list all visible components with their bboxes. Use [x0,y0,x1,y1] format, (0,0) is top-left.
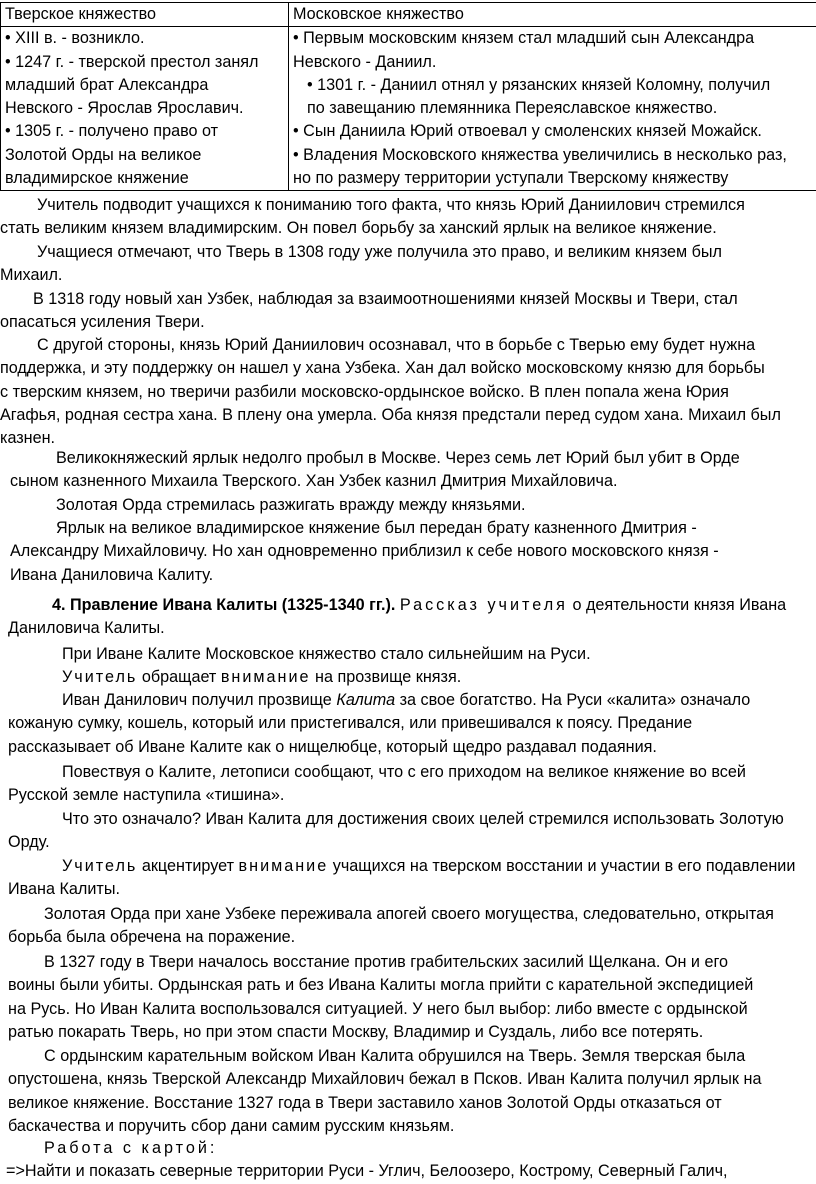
paragraph-moscow-strongest [62,643,816,666]
text-fragment: о деятельности князя Ивана [572,596,786,614]
paragraph-yarlyk-moscow [10,447,816,494]
text-line: воины были убиты. Ордынская рать и без Ивана Калиты могла прийти с карательной экспедицией [0,974,812,997]
text-line: на Русь. Но Иван Калита воспользовался ситуацией. У него был выбор: либо вместе с ордынской [0,998,812,1021]
tver-line: младший брат Александра [5,74,284,97]
text-line: Михаил. [0,264,812,287]
text-line: Повествуя о Калите, летописи сообщают, что с его приходом на великое княжение во всей [0,761,812,784]
paragraph-question [0,808,812,855]
tver-line: • XIII в. - возникло. [5,27,284,50]
moscow-line: Невского - Даниил. [293,51,812,74]
text-line: ратью покарать Тверь, но при этом спасти Москву, Владимир и Суздаль, либо все потерять. [0,1021,812,1044]
paragraph-uzbek [0,288,812,335]
paragraph-students-tver [0,241,812,288]
text-line: Учащиеся отмечают, что Тверь в 1308 году уже получила это право, и великим князем был [0,241,812,264]
paragraph-1327-uprising [0,951,812,1044]
spaced-emphasis: Рассказ учителя [400,596,568,614]
text-line: опустошена, князь Тверской Александр Михайлович бежал в Псков. Иван Калита получил ярлык на [0,1068,812,1091]
moscow-line: • 1301 г. - Даниил отнял у рязанских князей Коломну, получил [293,74,812,97]
text-line: В 1327 году в Твери началось восстание против грабительских засилий Щелкана. Он и его [0,951,812,974]
tver-line: • 1305 г. - получено право от [5,120,284,143]
table-header-row [1,3,816,27]
tver-line: Золотой Орды на великое [5,144,284,167]
moscow-line: • Сын Даниила Юрий отвоевал у смоленских князей Можайск. [293,120,812,143]
moscow-line: • Первым московским князем стал младший сын Александра [293,27,812,50]
text-line: сыном казненного Михаила Тверского. Хан Узбек казнил Дмитрия Михайловича. [10,470,816,493]
text-line: Орду. [0,831,812,854]
map-work-title: Работа с картой: [0,1137,812,1160]
paragraph-kalita-meaning [0,689,812,759]
text-line: Агафья, родная сестра хана. В плену она умерла. Оба князя предстали перед судом хана. Михаил был [0,404,812,427]
text-line: Ярлык на великое владимирское княжение был передан брату казненного Дмитрия - [10,517,816,540]
text-fragment: акцентирует [142,857,234,875]
section-heading: 4. Правление Ивана Калиты (1325-1340 гг.). [52,596,395,614]
header-tver: Тверское княжество [1,3,289,27]
text-line: Золотая Орда при хане Узбеке переживала апогей своего могущества, следовательно, открытая [0,903,812,926]
paragraph-accent [0,855,812,902]
text-line: Великокняжеский ярлык недолго пробыл в Москве. Через семь лет Юрий был убит в Орде [10,447,816,470]
text-line [0,855,812,878]
text-line: с тверским князем, но тверичи разбили московско-ордынское войско. В плен попала жена Юрия [0,381,812,404]
text-line: В 1318 году новый хан Узбек, наблюдая за взаимоотношениями князей Москвы и Твери, стал [0,288,812,311]
text-fragment: на прозвище князя. [315,668,461,686]
moscow-line: по завещанию племянника Переяславское княжество. [293,97,812,120]
table-row [1,27,816,191]
tver-line: владимирское княжение [5,167,284,190]
paragraph-yarlyk-alexander [10,517,816,587]
moscow-line: • Владения Московского княжества увеличились в несколько раз, [293,144,812,167]
spaced-emphasis: Учитель [62,668,137,686]
italic-term: Калита [336,691,395,709]
paragraph-nickname [62,666,816,689]
text-line: Ивана Калиты. [0,878,812,901]
comparison-table [0,2,816,191]
text-line: баскачества и поручить сбор дани самим русским князьям. [0,1115,812,1138]
text-line: кожаную сумку, кошель, который или пристегивался, или привешивался к поясу. Предание [0,712,812,735]
text-line: Ивана Даниловича Калиту. [10,564,816,587]
text-line: =>Найти и показать северные территории Руси - Углич, Белоозеро, Кострому, Северный Галич, [0,1160,812,1183]
text-fragment: учащихся на тверском восстании и участии в его подавлении [333,857,796,875]
spaced-emphasis: Учитель [62,857,137,875]
text-line [0,689,812,712]
paragraph-chronicles [0,761,812,808]
text-fragment: за свое богатство. На Руси «калита» означало [400,691,751,709]
text-fragment: Иван Данилович получил прозвище [62,691,332,709]
text-line [62,666,816,689]
text-line: С ордынским карательным войском Иван Калита обрушился на Тверь. Земля тверская была [0,1045,812,1068]
text-fragment: обращает [142,668,216,686]
text-line: С другой стороны, князь Юрий Даниилович осознавал, что в борьбе с Тверью ему будет нужна [0,334,812,357]
moscow-cell [289,27,816,191]
section-heading-line [0,594,812,617]
text-line: Золотая Орда стремилась разжигать вражду между князьями. [10,494,816,517]
text-line: стать великим князем владимирским. Он повел борьбу за ханский ярлык на великое княжение. [0,217,812,240]
text-line: При Иване Калите Московское княжество стало сильнейшим на Руси. [62,643,816,666]
paragraph-horde-enmity [10,494,816,517]
text-line: Что это означало? Иван Калита для достижения своих целей стремился использовать Золотую [0,808,812,831]
text-line: рассказывает об Иване Калите как о нищелюбце, который щедро раздавал подаяния. [0,736,812,759]
text-line: опасаться усиления Твери. [0,311,812,334]
tver-line: Невского - Ярослав Ярославич. [5,97,284,120]
paragraph-horde-apogee [0,903,812,950]
tver-cell [1,27,289,191]
text-line: великое княжение. Восстание 1327 года в Твери заставило ханов Золотой Орды отказаться от [0,1092,812,1115]
text-line: поддержка, и эту поддержку он нашел у хана Узбека. Хан дал войско московскому князю для борьбы [0,357,812,380]
text-line: Русской земле наступила «тишина». [0,784,812,807]
moscow-line: но по размеру территории уступали Тверскому княжеству [293,167,812,190]
text-line: казнен. [0,427,812,450]
spaced-emphasis: внимание [221,668,311,686]
text-line: Учитель подводит учащихся к пониманию того факта, что князь Юрий Даниилович стремился [0,194,812,217]
text-line: Александру Михайловичу. Но хан одновременно приблизил к себе нового московского князя - [10,540,816,563]
paragraph-teacher-yuri [0,194,812,241]
paragraph-support [0,334,812,450]
paragraph-map-work [0,1137,812,1184]
section-4 [0,594,812,641]
header-moscow: Московское княжество [289,3,816,27]
paragraph-punitive [0,1045,812,1138]
tver-line: • 1247 г. - тверской престол занял [5,51,284,74]
spaced-emphasis: внимание [239,857,329,875]
text-line: борьба была обречена на поражение. [0,926,812,949]
text-line: Даниловича Калиты. [0,617,812,640]
